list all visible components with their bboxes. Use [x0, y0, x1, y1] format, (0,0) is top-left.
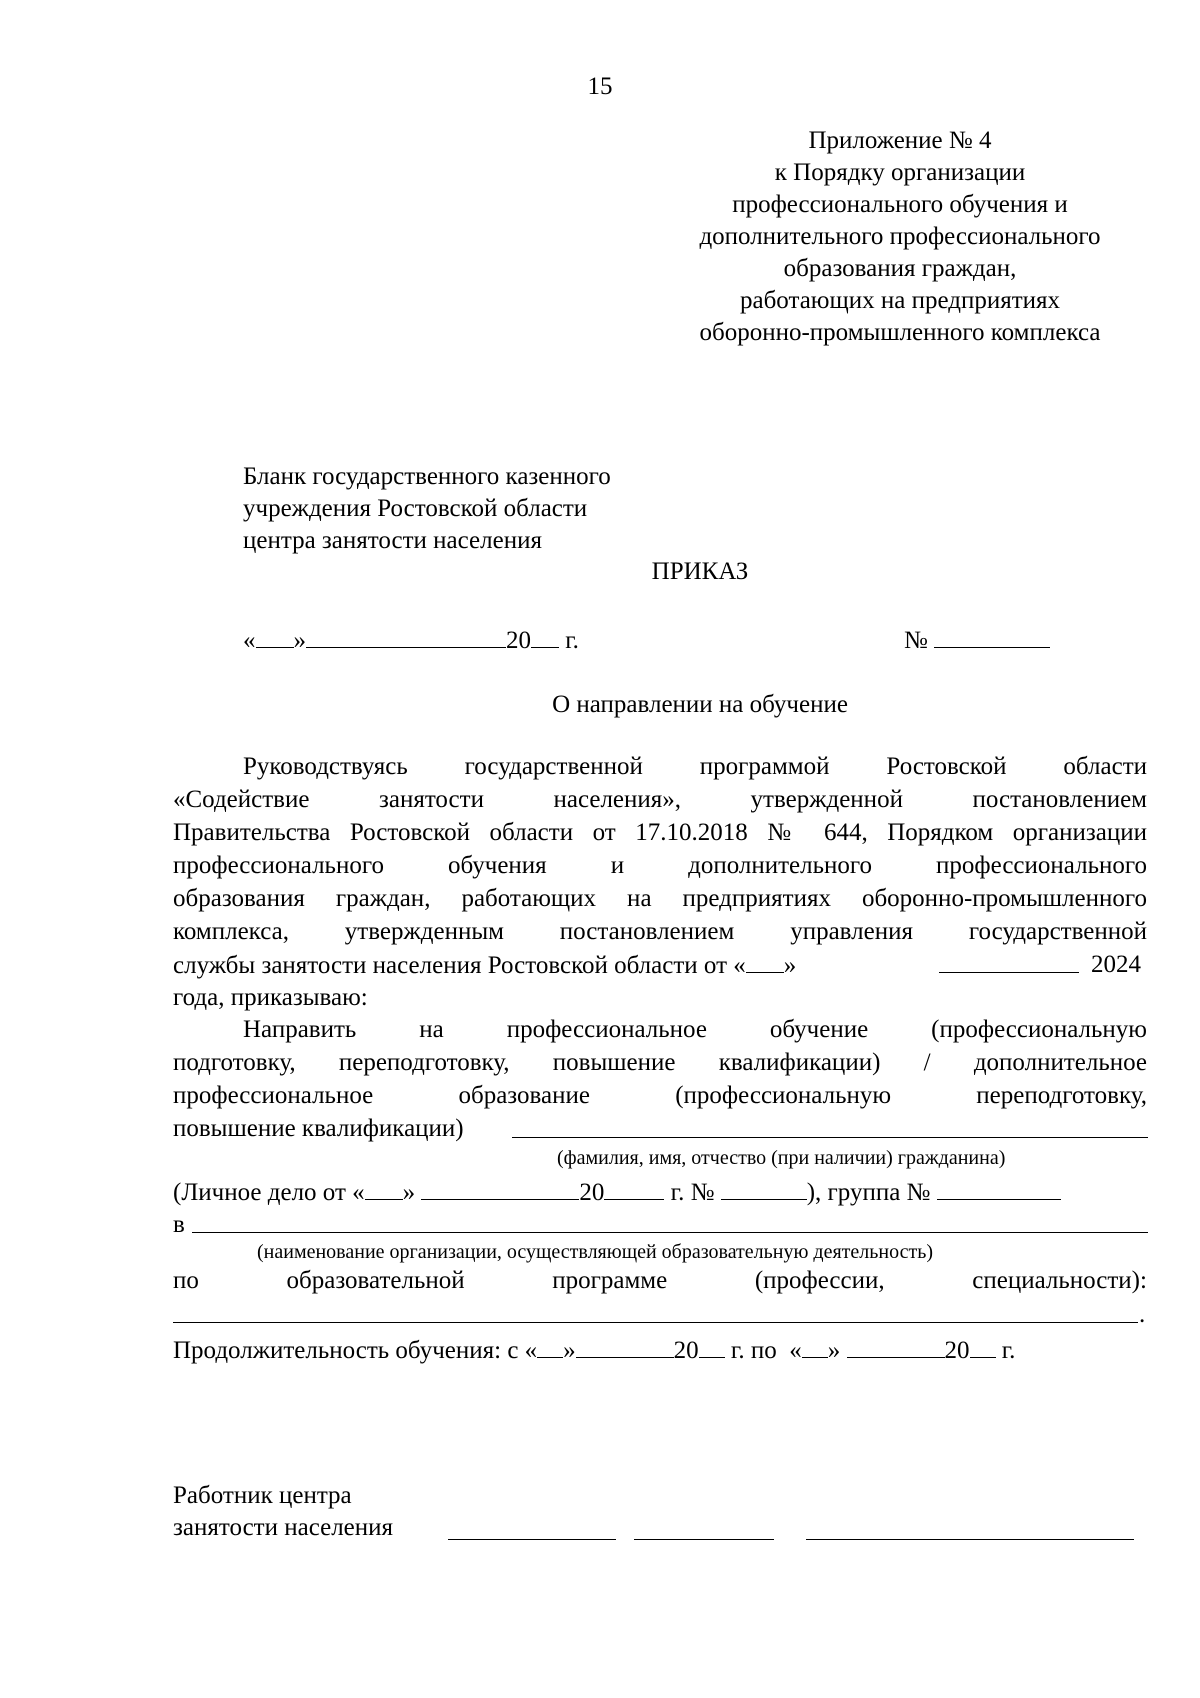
- group-blank: [937, 1177, 1061, 1200]
- paragraph2-line: Направить на профессиональное обучение (профессиональную: [243, 1016, 1147, 1043]
- signature-name-blank: [806, 1539, 1134, 1540]
- pf-quote-close: »: [402, 1179, 416, 1206]
- subject: О направлении на обучение: [552, 691, 848, 718]
- document-title: ПРИКАЗ: [651, 558, 749, 585]
- program-word: специальности):: [972, 1267, 1147, 1294]
- pf-year-blank: [604, 1177, 664, 1200]
- program-line: [173, 1266, 1147, 1296]
- signature-position-blank: [448, 1539, 616, 1540]
- duration-year-suffix2: г.: [1001, 1337, 1016, 1364]
- program-end: .: [1139, 1301, 1146, 1328]
- p1-text: службы занятости населения Ростовской области от «: [173, 952, 746, 979]
- appendix-line: оборонно-промышленного комплекса: [699, 319, 1101, 346]
- quote-close: »: [293, 627, 306, 654]
- personal-file-line: [173, 1177, 1061, 1208]
- duration-line: [173, 1335, 1015, 1366]
- appendix-line: Приложение № 4: [808, 127, 992, 154]
- paragraph1-line: «Содействие занятости населения», утвержденной постановлением: [173, 786, 1147, 813]
- pf-number-blank: [721, 1177, 807, 1200]
- duration-year-blank2: [970, 1335, 996, 1358]
- order-number: [904, 625, 1050, 656]
- day-blank: [256, 625, 294, 648]
- paragraph1-line: Руководствуясь государственной программой Ростовской области: [243, 753, 1147, 780]
- number-sign: №: [904, 627, 928, 654]
- month-blank: [306, 625, 506, 648]
- duration-quote-close: »: [563, 1337, 576, 1364]
- duration-day-blank2: [802, 1335, 828, 1358]
- p1-day-blank: [746, 950, 784, 973]
- signature-sign-blank: [634, 1539, 774, 1540]
- letterhead-line: центра занятости населения: [243, 527, 542, 554]
- paragraph2-line: подготовку, переподготовку, повышение квалификации) / дополнительное: [173, 1049, 1147, 1076]
- program-blank: [173, 1322, 1138, 1323]
- person-name-blank: [512, 1137, 1148, 1138]
- appendix-line: к Порядку организации: [774, 159, 1026, 186]
- hint-organization: (наименование организации, осуществляющей образовательную деятельность): [257, 1241, 933, 1263]
- p1-year: 2024: [1091, 951, 1141, 978]
- program-word: программе: [552, 1267, 668, 1294]
- duration-year-blank: [699, 1335, 725, 1358]
- duration-month-blank: [576, 1335, 674, 1358]
- program-word: образовательной: [286, 1267, 465, 1294]
- duration-quote-close2: »: [827, 1337, 841, 1364]
- signature-line: Работник центра: [173, 1482, 352, 1509]
- signature-block: [173, 1480, 393, 1544]
- paragraph1-line: Правительства Ростовской области от 17.10.2018 № 644, Порядком организации: [173, 819, 1147, 846]
- letterhead-line: Бланк государственного казенного: [243, 463, 611, 490]
- hint-person: (фамилия, имя, отчество (при наличии) гражданина): [557, 1147, 1006, 1169]
- letterhead-line: учреждения Ростовской области: [243, 495, 588, 522]
- appendix-line: профессионального обучения и: [732, 191, 1068, 218]
- program-word: (профессии,: [754, 1267, 885, 1294]
- in-label: в: [173, 1211, 185, 1238]
- paragraph2-line: повышение квалификации): [173, 1115, 464, 1142]
- program-word: по: [173, 1267, 199, 1294]
- duration-day-blank: [537, 1335, 563, 1358]
- pf-number-label: г. №: [670, 1179, 715, 1206]
- signature-line: занятости населения: [173, 1514, 394, 1541]
- paragraph1-line: [173, 950, 796, 981]
- letterhead: [243, 461, 763, 557]
- duration-month-blank2: [847, 1335, 945, 1358]
- duration-label: Продолжительность обучения: с «: [173, 1337, 538, 1364]
- pf-group-label: ), группа №: [806, 1179, 931, 1206]
- year-blank: [531, 625, 559, 648]
- appendix-line: работающих на предприятиях: [739, 287, 1061, 314]
- quote-open: «: [243, 627, 256, 654]
- page-number: 15: [587, 73, 613, 100]
- paragraph2-line: профессиональное образование (профессиональную переподготовку,: [173, 1082, 1147, 1109]
- pf-year-prefix: 20: [579, 1179, 605, 1206]
- paragraph1-line: образования граждан, работающих на предприятиях оборонно-промышленного: [173, 885, 1147, 912]
- appendix-line: дополнительного профессионального: [699, 223, 1101, 250]
- paragraph1-line: комплекса, утвержденным постановлением управления государственной: [173, 918, 1147, 945]
- year-prefix: 20: [506, 627, 531, 654]
- paragraph1-line: года, приказываю:: [173, 984, 368, 1011]
- duration-year-prefix2: 20: [944, 1337, 970, 1364]
- appendix-line: образования граждан,: [783, 255, 1017, 282]
- p1-quote-close: »: [783, 952, 797, 979]
- duration-to-label: г. по: [730, 1337, 777, 1364]
- pf-month-blank: [421, 1177, 579, 1200]
- number-blank: [934, 625, 1050, 648]
- organization-blank: [192, 1232, 1148, 1233]
- year-suffix: г.: [559, 627, 579, 654]
- pf-prefix: (Личное дело от «: [173, 1179, 365, 1206]
- paragraph1-line: профессионального обучения и дополнительного профессионального: [173, 852, 1147, 879]
- duration-quote-open2: «: [789, 1337, 802, 1364]
- p1-month-blank: [939, 972, 1079, 973]
- appendix-block: [640, 125, 1160, 349]
- duration-year-prefix: 20: [673, 1337, 699, 1364]
- date-line: [243, 625, 579, 656]
- pf-day-blank: [365, 1177, 403, 1200]
